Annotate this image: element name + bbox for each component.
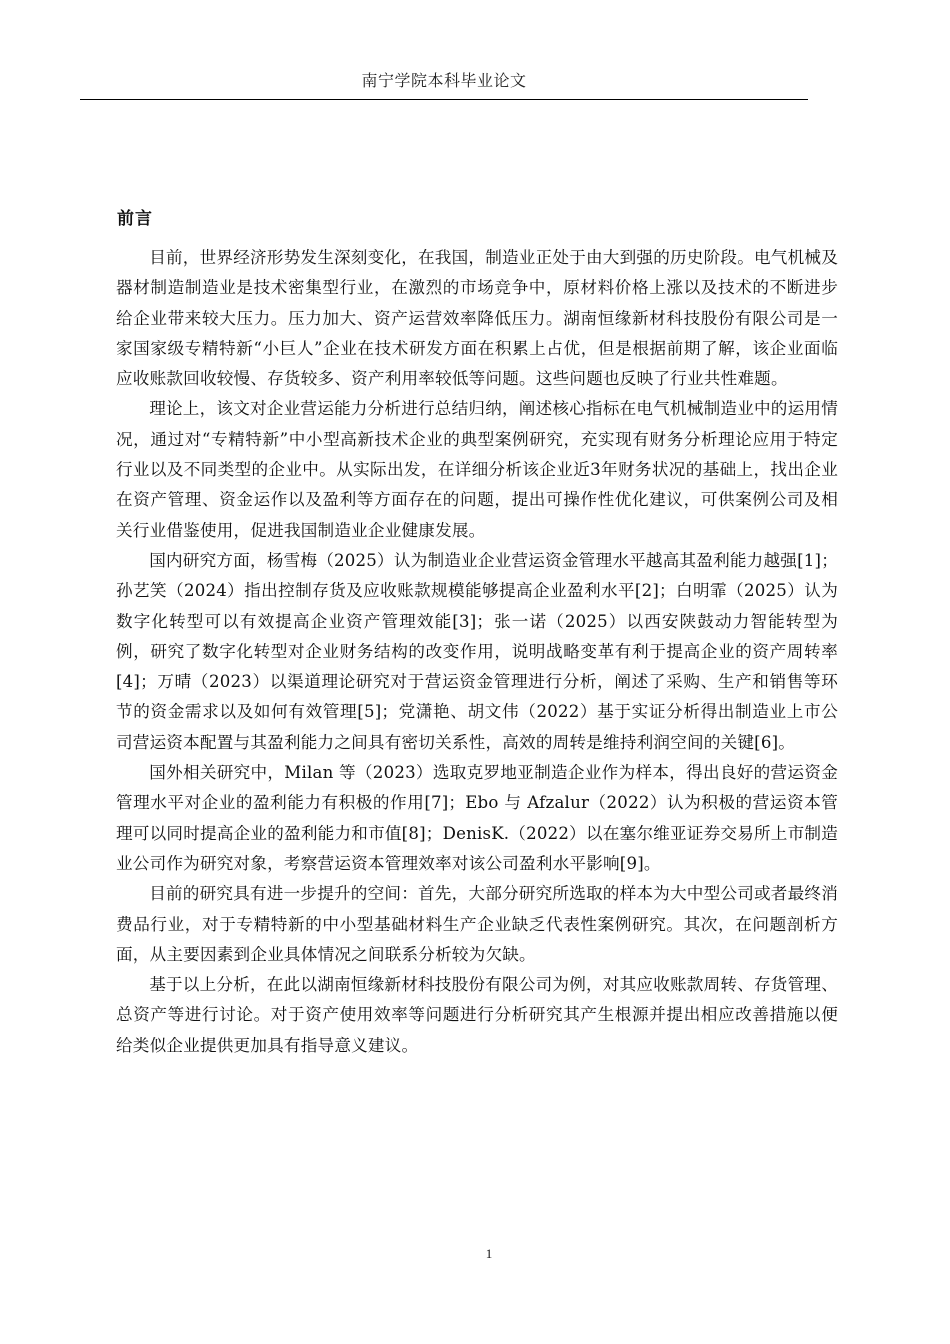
paragraph-background: 目前，世界经济形势发生深刻变化，在我国，制造业正处于由大到强的历史阶段。电气机械及器材制造制造业是技术密集型行业，在激烈的市场竞争中，原材料价格上涨以及技术的不断进步给企业带来较大压力。压力加大、资产运营效率降低压力。湖南恒缘新材科技股份有限公司是一家国家级专精特新“小巨人”企业在技术研发方面在积累上占优，但是根据前期了解，该企业面临应收账款回收较慢、存货较多、资产利用率较低等问题。这些问题也反映了行业共性难题。 [116, 248, 838, 389]
paragraph-foreign-research: 国外相关研究中，Milan 等（2023）选取克罗地亚制造企业作为样本，得出良好的营运资金管理水平对企业的盈利能力有积极的作用[7]；Ebo 与 Afzalur（2022）认为积极的营运资本管理可以同时提高企业的盈利能力和市值[8]；DenisK.（2022）以在塞尔维亚证券交易所上市制造业公司作为研究对象，考察营运资本管理效率对该公司盈利水平影响[9]。 [116, 763, 838, 873]
running-header: 南宁学院本科毕业论文 [361, 71, 527, 90]
header-divider [80, 99, 808, 100]
paragraph-research-plan: 基于以上分析，在此以湖南恒缘新材科技股份有限公司为例，对其应收账款周转、存货管理、总资产等进行讨论。对于资产使用效率等问题进行分析研究其产生根源并提出相应改善措施以便给类似企业提供更加具有指导意义建议。 [116, 975, 838, 1055]
paragraph-research-gap: 目前的研究具有进一步提升的空间：首先，大部分研究所选取的样本为大中型公司或者最终消费品行业，对于专精特新的中小型基础材料生产企业缺乏代表性案例研究。其次，在问题剖析方面，从主要因素到企业具体情况之间联系分析较为欠缺。 [116, 884, 838, 964]
section-heading: 前言 [117, 209, 153, 229]
page-number: 1 [485, 1246, 493, 1261]
paragraph-significance: 理论上，该文对企业营运能力分析进行总结归纳，阐述核心指标在电气机械制造业中的运用情况，通过对“专精特新”中小型高新技术企业的典型案例研究，充实现有财务分析理论应用于特定行业以及不同类型的企业中。从实际出发，在详细分析该企业近3年财务状况的基础上，找出企业在资产管理、资金运作以及盈利等方面存在的问题，提出可操作性优化建议，可供案例公司及相关行业借鉴使用，促进我国制造业企业健康发展。 [116, 399, 838, 540]
body-text [116, 243, 838, 1061]
paragraph-domestic-research: 国内研究方面，杨雪梅（2025）认为制造业企业营运资金管理水平越高其盈利能力越强[1]；孙艺笑（2024）指出控制存货及应收账款规模能够提高企业盈利水平[2]；白明霏（2025）认为数字化转型可以有效提高企业资产管理效能[3]；张一诺（2025）以西安陕鼓动力智能转型为例，研究了数字化转型对企业财务结构的改变作用，说明战略变革有利于提高企业的资产周转率[4]；万晴（2023）以渠道理论研究对于营运资金管理进行分析，阐述了采购、生产和销售等环节的资金需求以及如何有效管理[5]；党潇艳、胡文伟（2022）基于实证分析得出制造业上市公司营运资本配置与其盈利能力之间具有密切关系性，高效的周转是维持利润空间的关键[6]。 [116, 550, 838, 752]
